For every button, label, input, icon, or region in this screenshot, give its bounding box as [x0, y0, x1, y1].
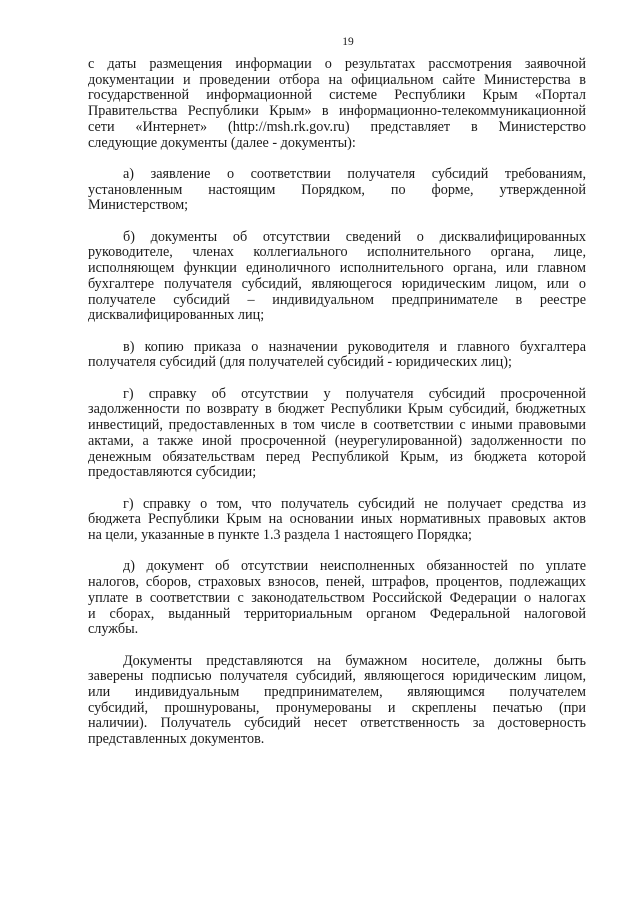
text-line: денежным обязательствам перед Республикой Крым, из бюджета которой [88, 448, 586, 465]
paragraph [88, 497, 586, 544]
paragraph [88, 654, 586, 748]
text-line: в) копию приказа о назначении руководителя и главного бухгалтера [123, 338, 586, 355]
paragraph-gap [88, 324, 586, 340]
text-line: службы. [88, 621, 139, 638]
text-line: на цели, указанные в пункте 1.3 раздела 1 настоящего Порядка; [88, 527, 472, 544]
text-line: бухгалтере получателя субсидий, являющегося юридическим лицом, или о [88, 275, 586, 292]
paragraph-gap [88, 371, 586, 387]
text-line: а) заявление о соответствии получателя субсидий требованиям, [123, 165, 586, 182]
text-line: налогов, сборов, страховых взносов, пеней, штрафов, процентов, подлежащих [88, 574, 586, 591]
text-line: задолженности по возврату в бюджет Республики Крым субсидий, бюджетных [88, 401, 586, 418]
text-line: документации и проведении отбора на официальном сайте Министерства в [88, 71, 586, 88]
text-line: государственной информационной системе Республики Крым «Портал [88, 87, 586, 104]
text-line: г) справку об отсутствии у получателя субсидий просроченной [123, 385, 586, 402]
paragraph-gap [88, 214, 586, 230]
text-line: представленных документов. [88, 731, 265, 748]
paragraph-gap [88, 151, 586, 167]
paragraph [88, 230, 586, 324]
text-line: г) справку о том, что получатель субсидий не получает средства из [123, 495, 586, 512]
text-line: и сборах, выданный территориальным органом Федеральной налоговой [88, 605, 586, 622]
text-line: предоставляются субсидии; [88, 464, 257, 481]
text-line: б) документы об отсутствии сведений о дисквалифицированных [123, 228, 586, 245]
text-line: д) документ об отсутствии неисполненных обязанностей по уплате [123, 558, 586, 575]
text-line: исполняющем функции единоличного исполнительного органа, или главном [88, 260, 586, 277]
paragraph-gap [88, 481, 586, 497]
text-line: уплате в соответствии с законодательством Российской Федерации о налогах [88, 589, 586, 606]
paragraph [88, 167, 586, 214]
paragraph-gap [88, 544, 586, 560]
page-number: 19 [342, 36, 354, 48]
text-line: Документы представляются на бумажном носителе, должны быть [123, 652, 586, 669]
text-line: или индивидуальным предпринимателем, являющимся получателем [88, 684, 586, 701]
document-body [88, 57, 586, 748]
text-line: получателя субсидий (для получателей субсидий - юридических лиц); [88, 354, 512, 371]
text-line: Правительства Республики Крым» в информационно-телекоммуникационной [88, 103, 586, 120]
paragraph [88, 340, 586, 371]
paragraph [88, 387, 586, 481]
text-line: следующие документы (далее - документы): [88, 134, 356, 151]
text-line: инвестиций, предоставленных в том числе в соответствии с иными правовыми [88, 417, 586, 434]
paragraph-gap [88, 638, 586, 654]
text-line: заверены подписью получателя субсидий, являющегося юридическим лицом, [88, 668, 586, 685]
text-line: дисквалифицированных лиц; [88, 307, 265, 324]
text-line: наличии). Получатель субсидий несет ответственность за достоверность [88, 715, 586, 732]
text-line: бюджета Республики Крым на основании иных нормативных правовых актов [88, 511, 586, 528]
text-line: руководителе, членах коллегиального исполнительного органа, лице, [88, 244, 586, 261]
text-line: получателе субсидий – индивидуальном предпринимателе в реестре [88, 291, 586, 308]
text-line: Министерством; [88, 197, 189, 214]
paragraph [88, 57, 586, 151]
paragraph [88, 559, 586, 638]
text-line: установленным настоящим Порядком, по форме, утвержденной [88, 181, 586, 198]
text-line: с даты размещения информации о результатах рассмотрения заявочной [88, 56, 586, 72]
text-line: субсидий, прошнурованы, пронумерованы и скреплены печатью (при [88, 699, 586, 716]
text-line: актами, а также иной просроченной (неурегулированной) задолженности по [88, 432, 586, 449]
text-line: сети «Интернет» (http://msh.rk.gov.ru) представляет в Министерство [88, 118, 586, 135]
